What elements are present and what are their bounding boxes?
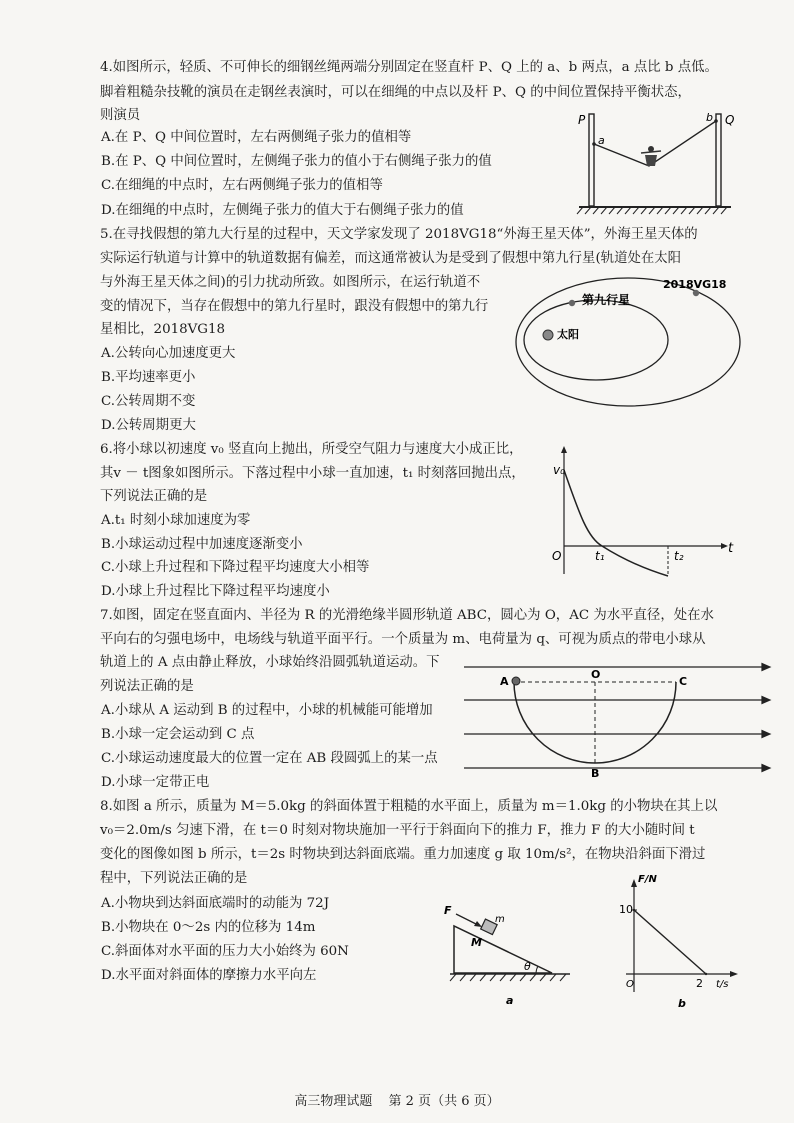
q7-stem-line-4: 列说法正确的是: [100, 679, 194, 694]
q6-figure-vt-graph: [540, 444, 740, 584]
q7-stem-line-1: 7.如图，固定在竖直面内、半径为 R 的光滑绝缘半圆形轨道 ABC，圆心为 O，AC 为水平直径，处在水: [100, 608, 714, 623]
q7-figure-semicircle-field: [460, 650, 780, 780]
q7-stem-line-3: 轨道上的 A 点由静止释放，小球始终沿圆弧轨道运动。下: [100, 655, 440, 670]
page-footer: [0, 1090, 794, 1109]
q8-figure-b-chart: [612, 870, 742, 1020]
q4-option-b: B.在 P、Q 中间位置时，左侧绳子张力的值小于右侧绳子张力的值: [101, 154, 492, 169]
q8-stem-line-1: 8.如图 a 所示，质量为 M＝5.0kg 的斜面体置于粗糙的水平面上，质量为 m＝1.0kg 的小物块在其上以: [100, 799, 718, 814]
q7-stem-line-2: 平向右的匀强电场中，电场线与轨道平面平行。一个质量为 m、电荷量为 q、可视为质点的带电小球从: [100, 632, 706, 647]
performer-icon: [641, 146, 661, 166]
q4-option-d: D.在细绳的中点时，左侧绳子张力的值大于右侧绳子张力的值: [101, 203, 464, 218]
q5-option-c: C.公转周期不变: [101, 394, 196, 409]
q8-label-theta: θ: [524, 960, 531, 973]
q8-option-c: C.斜面体对水平面的压力大小始终为 60N: [101, 944, 349, 959]
q8-option-d: D.水平面对斜面体的摩擦力水平向左: [101, 968, 317, 983]
q8-option-b: B.小物块在 0～2s 内的位移为 14m: [101, 920, 316, 935]
q5-stem-line-4: 变的情况下，当存在假想中的第九行星时，跟没有假想中的第九行: [100, 299, 489, 314]
q5-stem-line-2: 实际运行轨道与计算中的轨道数据有偏差，而这通常被认为是受到了假想中第九行星(轨道处在太阳: [100, 251, 682, 266]
q7-option-d: D.小球一定带正电: [101, 775, 210, 790]
q6-label-origin: O: [552, 549, 562, 563]
q6-label-v0: v₀: [553, 463, 565, 477]
q6-label-t2: t₂: [674, 549, 684, 563]
q7-option-b: B.小球一定会运动到 C 点: [101, 727, 255, 742]
q5-stem-line-3: 与外海王星天体之间)的引力扰动所致。如图所示，在运行轨道不: [100, 275, 481, 290]
q7-label-c: C: [679, 675, 688, 688]
q6-stem-line-2: 其v － t图象如图所示。下落过程中小球一直加速，t₁ 时刻落回抛出点，: [100, 466, 525, 481]
q6-option-d: D.小球上升过程比下降过程平均速度小: [101, 584, 330, 599]
q8-chart-ylabel: F/N: [638, 874, 657, 885]
q4-label-a: a: [598, 134, 605, 147]
q5-label-planet9: 第九行星: [582, 293, 631, 307]
q4-stem-line-2: 脚着粗糙杂技靴的演员在走钢丝表演时，可以在细绳的中点以及杆 P、Q 的中间位置保持平衡状态，: [100, 85, 691, 100]
q4-stem-line-1: 4.如图所示，轻质、不可伸长的细钢丝绳两端分别固定在竖直杆 P、Q 上的 a、b 两点，a 点比 b 点低。: [100, 60, 718, 75]
footer-page-number: 第 2 页（共 6 页）: [388, 1094, 500, 1109]
q8-chart-origin: O: [626, 979, 634, 990]
q8-stem-line-3: 变化的图像如图 b 所示，t＝2s 时物块到达斜面底端。重力加速度 g 取 10m/s²，在物块沿斜面下滑过: [100, 847, 706, 862]
q7-label-a: A: [500, 675, 509, 688]
q5-option-a: A.公转向心加速度更大: [101, 346, 236, 361]
q6-stem-line-1: 6.将小球以初速度 v₀ 竖直向上抛出，所受空气阻力与速度大小成正比，: [100, 442, 523, 457]
q6-stem-line-3: 下列说法正确的是: [100, 489, 208, 504]
q7-option-a: A.小球从 A 运动到 B 的过程中，小球的机械能可能增加: [101, 703, 433, 718]
q5-option-d: D.公转周期更大: [101, 418, 196, 433]
q5-label-vg18: 2018VG18: [663, 278, 727, 291]
q5-label-sun: 太阳: [557, 328, 579, 341]
q8-stem-line-2: v₀＝2.0m/s 匀速下滑，在 t＝0 时刻对物块施加一平行于斜面向下的推力 F，推力 F 的大小随时间 t: [100, 823, 695, 838]
q4-option-a: A.在 P、Q 中间位置时，左右两侧绳子张力的值相等: [101, 130, 412, 145]
q8-stem-line-4: 程中，下列说法正确的是: [100, 871, 248, 886]
q6-option-a: A.t₁ 时刻小球加速度为零: [101, 513, 251, 528]
q4-label-p: P: [578, 113, 586, 127]
q5-figure-orbits: [510, 272, 750, 412]
q6-option-c: C.小球上升过程和下降过程平均速度大小相等: [101, 560, 370, 575]
q6-label-t1: t₁: [595, 549, 605, 563]
footer-subject: 高三物理试题: [294, 1094, 373, 1109]
q6-label-t: t: [728, 541, 734, 556]
q8-chart-xtick-2: 2: [696, 977, 703, 990]
q8-chart-point: [705, 973, 707, 975]
q5-option-b: B.平均速率更小: [101, 370, 196, 385]
q4-option-c: C.在细绳的中点时，左右两侧绳子张力的值相等: [101, 178, 383, 193]
q8-label-f: F: [444, 904, 452, 917]
q7-option-c: C.小球运动速度最大的位置一定在 AB 段圆弧上的某一点: [101, 751, 438, 766]
q8-chart-xlabel: t/s: [716, 979, 729, 990]
q5-stem-line-5: 星相比，2018VG18: [100, 322, 226, 337]
q8-chart-series-line: [634, 910, 706, 974]
q7-label-b: B: [591, 767, 600, 780]
q8-figure-a-incline: [440, 896, 580, 1016]
q4-label-q: Q: [725, 113, 735, 127]
q8-caption-b: b: [678, 997, 686, 1010]
q4-label-b: b: [706, 111, 713, 124]
q6-option-b: B.小球运动过程中加速度逐渐变小: [101, 537, 303, 552]
q8-label-m: m: [495, 914, 505, 925]
q7-label-o: O: [591, 668, 601, 681]
q8-chart-ytick-10: 10: [619, 903, 633, 916]
q4-stem-line-3: 则演员: [100, 108, 141, 123]
q8-label-M: M: [471, 936, 482, 949]
q8-option-a: A.小物块到达斜面底端时的动能为 72J: [101, 896, 330, 911]
q4-figure-tightrope: [575, 108, 735, 218]
q8-caption-a: a: [506, 994, 514, 1007]
q5-stem-line-1: 5.在寻找假想的第九大行星的过程中，天文学家发现了 2018VG18“外海王星天体”，外海王星天体的: [100, 227, 698, 242]
